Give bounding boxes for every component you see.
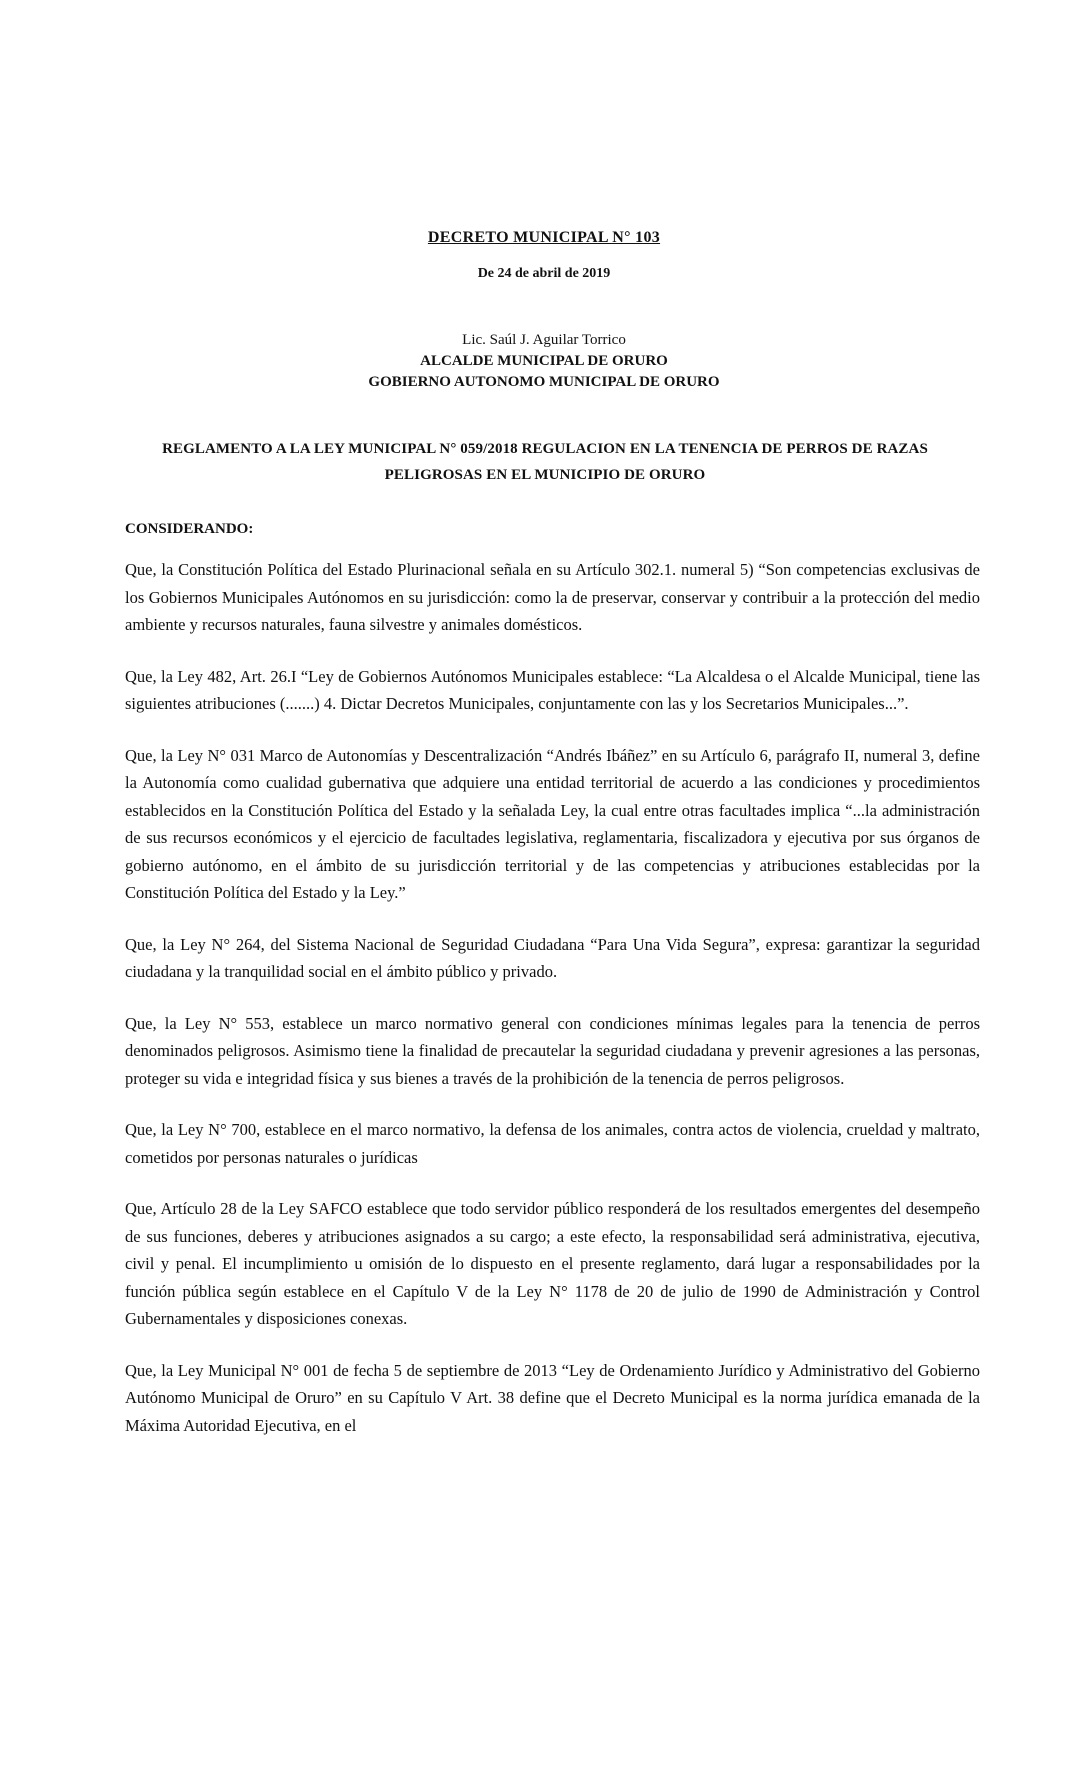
paragraph: Que, Artículo 28 de la Ley SAFCO establece que todo servidor público responderá de los resultados emergentes del desempeño de sus funciones, deberes y atribuciones asignados a su cargo; a este efecto, la responsabilidad será administrativa, ejecutiva, civil y penal. El incumplimiento u omisión de lo dispuesto en el presente reglamento, dará lugar a responsabilidades por la función pública según establece en el Capítulo V de la Ley N° 1178 de 20 de julio de 1990 de Administración y Control Gubernamentales y disposiciones conexas. (125, 1199, 980, 1328)
authority-name: Lic. Saúl J. Aguilar Torrico (462, 332, 626, 348)
paragraph: Que, la Ley N° 031 Marco de Autonomías y Descentralización “Andrés Ibáñez” en su Artículo 6, parágrafo II, numeral 3, define la Autonomía como cualidad gubernativa que adquiere una entidad territorial de acuerdo a las condiciones y procedimientos establecidos en la Constitución Política del Estado y la señalada Ley, la cual entre otras facultades implica “...la administración de sus recursos económicos y el ejercicio de facultades legislativa, reglamentaria, fiscalizadora y ejecutiva por sus órganos de gobierno autónomo, en el ámbito de su jurisdicción territorial y de las competencias y atribuciones establecidas por la Constitución Política del Estado y la Ley.” (125, 745, 980, 902)
paragraph: Que, la Ley 482, Art. 26.I “Ley de Gobiernos Autónomos Municipales establece: “La Alcaldesa o el Alcalde Municipal, tiene las siguientes atribuciones (.......) 4. Dictar Decretos Municipales, conjuntamente con las y los Secretarios Municipales...”. (125, 666, 980, 713)
authority-institution: GOBIERNO AUTONOMO MUNICIPAL DE ORURO (368, 374, 720, 390)
authority-block (0, 330, 1088, 393)
considerando-body (125, 556, 980, 1463)
authority-position: ALCALDE MUNICIPAL DE ORURO (420, 353, 668, 369)
paragraph: Que, la Ley N° 700, establece en el marco normativo, la defensa de los animales, contra actos de violencia, crueldad y maltrato, cometidos por personas naturales o jurídicas (125, 1120, 980, 1167)
paragraph: Que, la Ley Municipal N° 001 de fecha 5 de septiembre de 2013 “Ley de Ordenamiento Jurídico y Administrativo del Gobierno Autónomo Municipal de Oruro” en su Capítulo V Art. 38 define que el Decreto Municipal es la norma jurídica emanada de la Máxima Autoridad Ejecutiva, en el (125, 1360, 980, 1435)
considerando-heading: CONSIDERANDO: (125, 521, 254, 537)
paragraph: Que, la Ley N° 264, del Sistema Nacional de Seguridad Ciudadana “Para Una Vida Segura”, expresa: garantizar la seguridad ciudadana y la tranquilidad social en el ámbito público y privado. (125, 934, 980, 981)
paragraph: Que, la Constitución Política del Estado Plurinacional señala en su Artículo 302.1. numeral 5) “Son competencias exclusivas de los Gobiernos Municipales Autónomos en su jurisdicción: como la de preservar, conservar y contribuir a la protección del medio ambiente y recursos naturales, fauna silvestre y animales domésticos. (125, 560, 980, 634)
decree-date: De 24 de abril de 2019 (477, 266, 611, 281)
paragraph: Que, la Ley N° 553, establece un marco normativo general con condiciones mínimas legales para la tenencia de perros denominados peligrosos. Asimismo tiene la finalidad de precautelar la seguridad ciudadana y prevenir agresiones a las personas, proteger su vida e integridad física y sus bienes a través de la prohibición de la tenencia de perros peligrosos. (125, 1013, 980, 1088)
decree-subject: REGLAMENTO A LA LEY MUNICIPAL N° 059/2018 REGULACION EN LA TENENCIA DE PERROS DE RAZAS PELIGROSAS EN EL MUNICIPIO DE ORURO (162, 441, 928, 483)
decree-title: DECRETO MUNICIPAL N° 103 (427, 229, 661, 246)
